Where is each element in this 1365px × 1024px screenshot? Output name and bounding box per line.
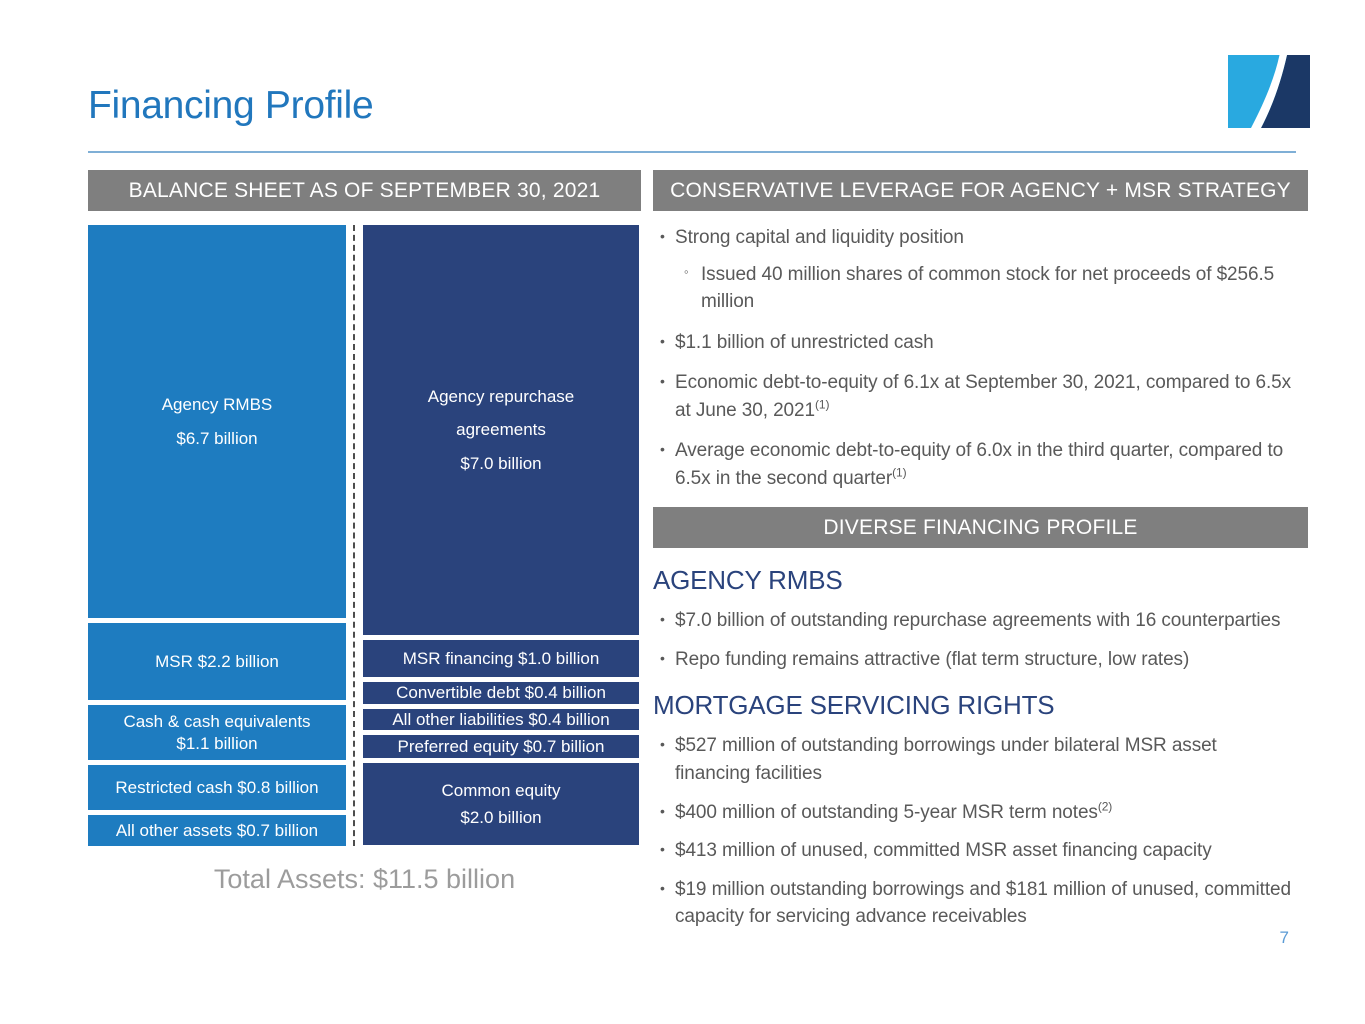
bullet-item bbox=[653, 329, 1308, 357]
company-logo bbox=[1228, 55, 1310, 128]
balance-sheet-header: BALANCE SHEET AS OF SEPTEMBER 30, 2021 bbox=[88, 170, 641, 211]
bullet-item bbox=[653, 646, 1308, 674]
bullet-marker-icon: • bbox=[660, 802, 665, 819]
section-title-1: MORTGAGE SERVICING RIGHTS bbox=[653, 690, 1055, 721]
bullet-text: Economic debt-to-equity of 6.1x at September 30, 2021, compared to 6.5x at June 30, 2021$^{(1)}$ bbox=[675, 372, 1292, 421]
segment-label: Agency repurchase bbox=[427, 387, 575, 407]
bullet-item bbox=[653, 876, 1308, 931]
footnote-reference: (2) bbox=[1097, 799, 1113, 814]
bullet-text: $400 million of outstanding 5-year MSR term notes$^{(2)}$ bbox=[675, 799, 1113, 823]
bullet-text: $19 million outstanding borrowings and $181 million of unused, committed capacity for servicing advance receivables bbox=[675, 878, 1291, 928]
bullet-item bbox=[653, 437, 1308, 492]
segment-label: $6.7 billion bbox=[176, 428, 258, 448]
bullet-marker-icon: • bbox=[660, 736, 665, 753]
bullet-item bbox=[653, 607, 1308, 635]
leverage-header: CONSERVATIVE LEVERAGE FOR AGENCY + MSR STRATEGY bbox=[653, 170, 1308, 211]
balance-sheet-chart bbox=[88, 225, 641, 846]
segment-label: Preferred equity $0.7 billion bbox=[397, 736, 605, 756]
bullet-text: $413 million of unused, committed MSR asset financing capacity bbox=[675, 840, 1212, 862]
segment-assets-1 bbox=[88, 623, 346, 700]
bullet-marker-icon: • bbox=[660, 879, 665, 896]
segment-assets-2 bbox=[88, 705, 346, 760]
liabilities-equity-column bbox=[363, 225, 639, 846]
bullet-item bbox=[653, 799, 1308, 827]
bullet-text: Issued 40 million shares of common stock for net proceeds of $256.5 million bbox=[701, 263, 1275, 313]
bullet-text: Average economic debt-to-equity of 6.0x in the third quarter, compared to 6.5x in the second quarter$^{(1)}$ bbox=[675, 440, 1284, 489]
segment-label: agreements bbox=[456, 420, 546, 440]
segment-label: Convertible debt $0.4 billion bbox=[396, 683, 606, 703]
leverage-bullet-list bbox=[653, 224, 1308, 492]
bullet-marker-icon: • bbox=[660, 649, 665, 666]
segment-assets-3 bbox=[88, 765, 346, 810]
balance-sheet-panel bbox=[88, 170, 641, 895]
bullet-text: $1.1 billion of unrestricted cash bbox=[675, 331, 934, 353]
segment-label: MSR financing $1.0 billion bbox=[402, 648, 600, 668]
segment-label: $7.0 billion bbox=[460, 453, 542, 473]
bullet-marker-icon: • bbox=[660, 228, 665, 244]
bullet-text: $7.0 billion of outstanding repurchase agreements with 16 counterparties bbox=[675, 610, 1281, 632]
leverage-panel bbox=[653, 170, 1308, 931]
segment-liabilities-equity-0 bbox=[363, 225, 639, 635]
chart-divider bbox=[353, 225, 355, 846]
footnote-reference: (1) bbox=[892, 465, 907, 480]
segment-label: $1.1 billion bbox=[176, 734, 258, 753]
bullet-item bbox=[653, 224, 1308, 252]
bullet-marker-icon: • bbox=[660, 373, 665, 390]
segment-liabilities-equity-2 bbox=[363, 682, 639, 704]
segment-liabilities-equity-4 bbox=[363, 735, 639, 758]
bullet-text: Strong capital and liquidity position bbox=[675, 227, 964, 248]
segment-label: Common equity bbox=[441, 781, 561, 801]
bullet-marker-icon: • bbox=[660, 611, 665, 628]
bullet-marker-icon: • bbox=[660, 841, 665, 858]
segment-assets-0 bbox=[88, 225, 346, 618]
segment-liabilities-equity-5 bbox=[363, 763, 639, 845]
bullet-text: $527 million of outstanding borrowings under bilateral MSR asset financing facilities bbox=[675, 735, 1217, 785]
bullet-marker-icon: • bbox=[660, 332, 665, 349]
segment-label: $2.0 billion bbox=[460, 807, 542, 827]
diverse-financing-header: DIVERSE FINANCING PROFILE bbox=[653, 507, 1308, 548]
segment-label: All other liabilities $0.4 billion bbox=[392, 709, 610, 729]
sub-bullet-item bbox=[677, 261, 1308, 316]
bullet-marker-icon: ◦ bbox=[684, 263, 689, 279]
section-title-0: AGENCY RMBS bbox=[653, 565, 843, 596]
segment-liabilities-equity-3 bbox=[363, 709, 639, 730]
total-assets-label: Total Assets: $11.5 billion bbox=[213, 864, 516, 894]
bullet-item bbox=[653, 369, 1308, 424]
page-number: 7 bbox=[1279, 928, 1289, 947]
logo-graphic bbox=[1228, 55, 1310, 128]
bullet-marker-icon: • bbox=[660, 441, 665, 458]
page-title: Financing Profile bbox=[88, 84, 374, 127]
segment-liabilities-equity-1 bbox=[363, 640, 639, 677]
bullet-item bbox=[653, 732, 1308, 787]
bullet-text: Repo funding remains attractive (flat term structure, low rates) bbox=[675, 648, 1190, 670]
financing-sections bbox=[653, 565, 1308, 930]
segment-label: Agency RMBS bbox=[161, 395, 273, 415]
title-underline bbox=[88, 151, 1296, 153]
segment-assets-4 bbox=[88, 815, 346, 846]
footnote-reference: (1) bbox=[814, 397, 830, 412]
segment-label: Cash & cash equivalents bbox=[123, 711, 311, 731]
segment-label: Restricted cash $0.8 billion bbox=[115, 777, 319, 797]
segment-label: All other assets $0.7 billion bbox=[115, 820, 319, 840]
assets-column bbox=[88, 225, 346, 846]
bullet-item bbox=[653, 837, 1308, 865]
segment-label: MSR $2.2 billion bbox=[155, 651, 279, 671]
